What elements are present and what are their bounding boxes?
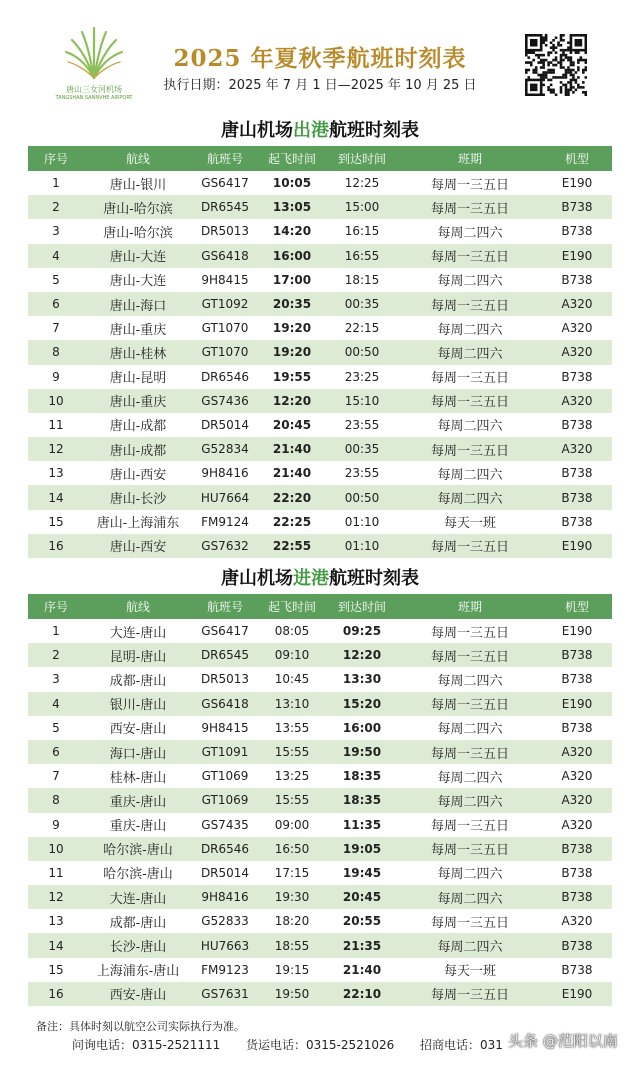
cell-days: 每周一三五日 xyxy=(398,195,542,219)
cell-arr: 18:35 xyxy=(326,764,398,788)
cell-flight: GS7631 xyxy=(192,982,258,1006)
cell-days: 每周一三五日 xyxy=(398,813,542,837)
business-phone: 招商电话：031 xyxy=(420,1038,503,1052)
cell-dep: 22:20 xyxy=(258,485,326,509)
arrivals-table xyxy=(28,594,612,1006)
cell-dep: 10:05 xyxy=(258,171,326,195)
table-row xyxy=(28,268,612,292)
table-row xyxy=(28,885,612,909)
table-row xyxy=(28,716,612,740)
cell-dep: 17:00 xyxy=(258,268,326,292)
cell-flight: DR6545 xyxy=(192,195,258,219)
cell-flight: GS7632 xyxy=(192,534,258,558)
table-row xyxy=(28,619,612,643)
cell-dep: 16:50 xyxy=(258,837,326,861)
cell-dep: 19:20 xyxy=(258,340,326,364)
cell-aircraft: A320 xyxy=(542,788,612,812)
cell-aircraft: B738 xyxy=(542,643,612,667)
cell-route: 唐山-海口 xyxy=(84,292,192,316)
cell-flight: GS7436 xyxy=(192,389,258,413)
arrivals-title: 唐山机场进港航班时刻表 xyxy=(221,568,419,589)
cell-no: 5 xyxy=(28,716,84,740)
cell-days: 每周二四六 xyxy=(398,340,542,364)
cell-route: 唐山-桂林 xyxy=(84,340,192,364)
footer-note: 备注：具体时刻以航空公司实际执行为准。 xyxy=(36,1020,245,1033)
cell-dep: 08:05 xyxy=(258,619,326,643)
cell-aircraft: B738 xyxy=(542,933,612,957)
cell-arr: 13:30 xyxy=(326,667,398,691)
cell-flight: DR6546 xyxy=(192,365,258,389)
cell-aircraft: B738 xyxy=(542,268,612,292)
cell-route: 银川-唐山 xyxy=(84,692,192,716)
table-row xyxy=(28,437,612,461)
cell-no: 8 xyxy=(28,788,84,812)
table-row xyxy=(28,861,612,885)
table-row xyxy=(28,171,612,195)
cell-aircraft: B738 xyxy=(542,716,612,740)
cell-dep: 19:20 xyxy=(258,316,326,340)
table-row xyxy=(28,365,612,389)
cell-route: 大连-唐山 xyxy=(84,885,192,909)
logo-english-name: TANGSHAN SANNVHE AIRPORT xyxy=(55,95,133,101)
cell-route: 成都-唐山 xyxy=(84,909,192,933)
cell-days: 每周二四六 xyxy=(398,461,542,485)
cell-days: 每周一三五日 xyxy=(398,982,542,1006)
cell-arr: 20:55 xyxy=(326,909,398,933)
cell-dep: 13:05 xyxy=(258,195,326,219)
table-row xyxy=(28,461,612,485)
cell-days: 每天一班 xyxy=(398,958,542,982)
cell-route: 唐山-哈尔滨 xyxy=(84,195,192,219)
cell-aircraft: A320 xyxy=(542,813,612,837)
cell-dep: 19:30 xyxy=(258,885,326,909)
cargo-phone: 货运电话：0315-2521026 xyxy=(246,1038,395,1052)
cell-route: 大连-唐山 xyxy=(84,619,192,643)
cell-arr: 00:35 xyxy=(326,292,398,316)
departures-header-row xyxy=(28,146,612,171)
table-row xyxy=(28,219,612,243)
cell-days: 每周一三五日 xyxy=(398,740,542,764)
cell-dep: 10:45 xyxy=(258,667,326,691)
arrivals-header-row xyxy=(28,594,612,619)
cell-route: 唐山-哈尔滨 xyxy=(84,219,192,243)
cell-route: 成都-唐山 xyxy=(84,667,192,691)
cell-route: 唐山-西安 xyxy=(84,461,192,485)
cell-route: 唐山-重庆 xyxy=(84,316,192,340)
cell-arr: 19:05 xyxy=(326,837,398,861)
cell-route: 唐山-大连 xyxy=(84,268,192,292)
departures-accent: 出港 xyxy=(293,120,329,141)
cell-flight: G52834 xyxy=(192,437,258,461)
cell-days: 每周二四六 xyxy=(398,861,542,885)
table-row xyxy=(28,643,612,667)
table-row xyxy=(28,958,612,982)
column-header-route: 航线 xyxy=(84,146,192,171)
cell-no: 12 xyxy=(28,885,84,909)
cell-dep: 22:25 xyxy=(258,510,326,534)
cell-route: 西安-唐山 xyxy=(84,982,192,1006)
table-row xyxy=(28,667,612,691)
cell-no: 3 xyxy=(28,219,84,243)
table-row xyxy=(28,933,612,957)
cell-flight: GT1091 xyxy=(192,740,258,764)
cell-no: 6 xyxy=(28,292,84,316)
cell-aircraft: B738 xyxy=(542,485,612,509)
departures-table xyxy=(28,146,612,558)
cell-aircraft: B738 xyxy=(542,365,612,389)
cell-no: 12 xyxy=(28,437,84,461)
cell-dep: 13:10 xyxy=(258,692,326,716)
cell-days: 每周二四六 xyxy=(398,485,542,509)
cell-aircraft: A320 xyxy=(542,389,612,413)
effective-dates: 执行日期：2025 年 7 月 1 日—2025 年 10 月 25 日 xyxy=(163,78,477,93)
cell-aircraft: B738 xyxy=(542,837,612,861)
cell-arr: 21:40 xyxy=(326,958,398,982)
cell-days: 每周二四六 xyxy=(398,667,542,691)
cell-aircraft: A320 xyxy=(542,909,612,933)
airport-logo xyxy=(44,26,144,104)
cell-arr: 18:35 xyxy=(326,788,398,812)
cell-aircraft: A320 xyxy=(542,340,612,364)
cell-dep: 09:10 xyxy=(258,643,326,667)
cell-flight: HU7663 xyxy=(192,933,258,957)
cell-aircraft: B738 xyxy=(542,461,612,485)
cell-dep: 22:55 xyxy=(258,534,326,558)
cell-days: 每周二四六 xyxy=(398,788,542,812)
cell-route: 哈尔滨-唐山 xyxy=(84,861,192,885)
cell-no: 1 xyxy=(28,171,84,195)
cell-route: 昆明-唐山 xyxy=(84,643,192,667)
cell-route: 桂林-唐山 xyxy=(84,764,192,788)
cell-arr: 09:25 xyxy=(326,619,398,643)
cell-no: 9 xyxy=(28,813,84,837)
cell-aircraft: B738 xyxy=(542,667,612,691)
cell-aircraft: E190 xyxy=(542,171,612,195)
cell-route: 上海浦东-唐山 xyxy=(84,958,192,982)
arrivals-rows xyxy=(28,619,612,1006)
cell-days: 每周一三五日 xyxy=(398,909,542,933)
logo-name: 唐山三女河机场 xyxy=(66,85,122,94)
cell-dep: 16:00 xyxy=(258,244,326,268)
page-header xyxy=(0,0,640,112)
cell-no: 2 xyxy=(28,195,84,219)
cell-arr: 20:45 xyxy=(326,885,398,909)
cell-dep: 21:40 xyxy=(258,461,326,485)
cell-days: 每周二四六 xyxy=(398,933,542,957)
cell-aircraft: B738 xyxy=(542,885,612,909)
cell-route: 唐山-成都 xyxy=(84,413,192,437)
cell-dep: 15:55 xyxy=(258,740,326,764)
cell-no: 1 xyxy=(28,619,84,643)
cell-route: 唐山-西安 xyxy=(84,534,192,558)
cell-no: 16 xyxy=(28,982,84,1006)
wings-logo-icon xyxy=(62,26,126,82)
cell-flight: 9H8415 xyxy=(192,716,258,740)
cell-flight: DR5013 xyxy=(192,667,258,691)
cell-arr: 01:10 xyxy=(326,510,398,534)
cell-arr: 19:45 xyxy=(326,861,398,885)
cell-arr: 15:10 xyxy=(326,389,398,413)
cell-dep: 12:20 xyxy=(258,389,326,413)
table-row xyxy=(28,195,612,219)
cell-days: 每周二四六 xyxy=(398,885,542,909)
table-row xyxy=(28,692,612,716)
cell-aircraft: B738 xyxy=(542,413,612,437)
cell-days: 每周一三五日 xyxy=(398,365,542,389)
cell-arr: 16:00 xyxy=(326,716,398,740)
cell-dep: 19:55 xyxy=(258,365,326,389)
cell-no: 3 xyxy=(28,667,84,691)
cell-flight: GT1069 xyxy=(192,764,258,788)
cell-route: 重庆-唐山 xyxy=(84,813,192,837)
cell-arr: 21:35 xyxy=(326,933,398,957)
cell-no: 10 xyxy=(28,837,84,861)
cell-flight: HU7664 xyxy=(192,485,258,509)
cell-no: 15 xyxy=(28,510,84,534)
cell-days: 每周一三五日 xyxy=(398,389,542,413)
inquiry-phone: 问询电话：0315-2521111 xyxy=(72,1038,221,1052)
cell-route: 唐山-上海浦东 xyxy=(84,510,192,534)
table-row xyxy=(28,909,612,933)
cell-arr: 23:55 xyxy=(326,413,398,437)
cell-route: 唐山-昆明 xyxy=(84,365,192,389)
cell-aircraft: E190 xyxy=(542,619,612,643)
column-header-no: 序号 xyxy=(28,594,84,619)
cell-no: 10 xyxy=(28,389,84,413)
column-header-no: 序号 xyxy=(28,146,84,171)
cell-flight: DR5014 xyxy=(192,413,258,437)
cell-flight: DR5013 xyxy=(192,219,258,243)
table-row xyxy=(28,389,612,413)
cell-days: 每周一三五日 xyxy=(398,692,542,716)
cell-dep: 20:45 xyxy=(258,413,326,437)
cell-dep: 18:20 xyxy=(258,909,326,933)
column-header-dep: 起飞时间 xyxy=(258,146,326,171)
column-header-days: 班期 xyxy=(398,594,542,619)
cell-arr: 00:35 xyxy=(326,437,398,461)
cell-flight: GS7435 xyxy=(192,813,258,837)
table-row xyxy=(28,788,612,812)
cell-days: 每周二四六 xyxy=(398,316,542,340)
column-header-days: 班期 xyxy=(398,146,542,171)
cell-aircraft: B738 xyxy=(542,958,612,982)
cell-aircraft: A320 xyxy=(542,764,612,788)
cell-no: 2 xyxy=(28,643,84,667)
cell-flight: FM9124 xyxy=(192,510,258,534)
cell-days: 每周二四六 xyxy=(398,268,542,292)
cell-aircraft: B738 xyxy=(542,219,612,243)
cell-flight: 9H8416 xyxy=(192,885,258,909)
table-row xyxy=(28,740,612,764)
table-row xyxy=(28,534,612,558)
cell-aircraft: E190 xyxy=(542,244,612,268)
cell-route: 唐山-大连 xyxy=(84,244,192,268)
cell-arr: 00:50 xyxy=(326,485,398,509)
cell-route: 海口-唐山 xyxy=(84,740,192,764)
cell-flight: 9H8416 xyxy=(192,461,258,485)
cell-dep: 17:15 xyxy=(258,861,326,885)
cell-days: 每周二四六 xyxy=(398,716,542,740)
column-header-aircraft: 机型 xyxy=(542,146,612,171)
cell-no: 5 xyxy=(28,268,84,292)
cell-dep: 19:15 xyxy=(258,958,326,982)
cell-flight: G52833 xyxy=(192,909,258,933)
cell-no: 4 xyxy=(28,244,84,268)
cell-arr: 16:55 xyxy=(326,244,398,268)
cell-aircraft: B738 xyxy=(542,510,612,534)
table-row xyxy=(28,837,612,861)
table-row xyxy=(28,510,612,534)
column-header-flight: 航班号 xyxy=(192,146,258,171)
table-row xyxy=(28,413,612,437)
cell-days: 每周二四六 xyxy=(398,413,542,437)
cell-arr: 15:00 xyxy=(326,195,398,219)
cell-aircraft: B738 xyxy=(542,195,612,219)
cell-aircraft: B738 xyxy=(542,861,612,885)
cell-arr: 16:15 xyxy=(326,219,398,243)
column-header-aircraft: 机型 xyxy=(542,594,612,619)
table-row xyxy=(28,485,612,509)
cell-arr: 12:25 xyxy=(326,171,398,195)
cell-flight: DR6546 xyxy=(192,837,258,861)
cell-flight: GT1069 xyxy=(192,788,258,812)
column-header-dep: 起飞时间 xyxy=(258,594,326,619)
column-header-arr: 到达时间 xyxy=(326,594,398,619)
cell-aircraft: A320 xyxy=(542,292,612,316)
cell-arr: 18:15 xyxy=(326,268,398,292)
cell-dep: 20:35 xyxy=(258,292,326,316)
cell-no: 13 xyxy=(28,461,84,485)
cell-no: 15 xyxy=(28,958,84,982)
departures-title: 唐山机场出港航班时刻表 xyxy=(221,120,419,141)
cell-route: 唐山-成都 xyxy=(84,437,192,461)
cell-dep: 13:25 xyxy=(258,764,326,788)
cell-flight: GT1092 xyxy=(192,292,258,316)
cell-dep: 14:20 xyxy=(258,219,326,243)
cell-days: 每周一三五日 xyxy=(398,171,542,195)
cell-flight: DR5014 xyxy=(192,861,258,885)
cell-aircraft: A320 xyxy=(542,740,612,764)
cell-dep: 15:55 xyxy=(258,788,326,812)
cell-dep: 09:00 xyxy=(258,813,326,837)
cell-flight: GS6418 xyxy=(192,692,258,716)
cell-dep: 19:50 xyxy=(258,982,326,1006)
cell-aircraft: A320 xyxy=(542,316,612,340)
cell-arr: 23:25 xyxy=(326,365,398,389)
cell-days: 每周一三五日 xyxy=(398,534,542,558)
table-row xyxy=(28,982,612,1006)
table-row xyxy=(28,764,612,788)
cell-days: 每周一三五日 xyxy=(398,437,542,461)
cell-no: 11 xyxy=(28,413,84,437)
cell-route: 重庆-唐山 xyxy=(84,788,192,812)
column-header-flight: 航班号 xyxy=(192,594,258,619)
cell-dep: 18:55 xyxy=(258,933,326,957)
cell-no: 7 xyxy=(28,316,84,340)
cell-dep: 13:55 xyxy=(258,716,326,740)
cell-flight: GS6418 xyxy=(192,244,258,268)
cell-days: 每周一三五日 xyxy=(398,837,542,861)
cell-arr: 22:10 xyxy=(326,982,398,1006)
cell-arr: 23:55 xyxy=(326,461,398,485)
cell-arr: 00:50 xyxy=(326,340,398,364)
cell-route: 西安-唐山 xyxy=(84,716,192,740)
cell-route: 哈尔滨-唐山 xyxy=(84,837,192,861)
cell-no: 9 xyxy=(28,365,84,389)
cell-no: 16 xyxy=(28,534,84,558)
cell-route: 唐山-重庆 xyxy=(84,389,192,413)
departures-rows xyxy=(28,171,612,558)
table-row xyxy=(28,340,612,364)
qr-code-icon xyxy=(525,34,587,96)
cell-arr: 11:35 xyxy=(326,813,398,837)
cell-arr: 01:10 xyxy=(326,534,398,558)
table-row xyxy=(28,292,612,316)
cell-arr: 12:20 xyxy=(326,643,398,667)
cell-route: 唐山-银川 xyxy=(84,171,192,195)
table-row xyxy=(28,813,612,837)
cell-no: 4 xyxy=(28,692,84,716)
cell-no: 13 xyxy=(28,909,84,933)
table-row xyxy=(28,244,612,268)
cell-arr: 19:50 xyxy=(326,740,398,764)
cell-aircraft: E190 xyxy=(542,982,612,1006)
cell-no: 14 xyxy=(28,485,84,509)
cell-no: 6 xyxy=(28,740,84,764)
cell-flight: GT1070 xyxy=(192,340,258,364)
cell-arr: 15:20 xyxy=(326,692,398,716)
cell-route: 长沙-唐山 xyxy=(84,933,192,957)
cell-no: 8 xyxy=(28,340,84,364)
cell-aircraft: E190 xyxy=(542,534,612,558)
table-row xyxy=(28,316,612,340)
cell-days: 每周一三五日 xyxy=(398,643,542,667)
cell-no: 11 xyxy=(28,861,84,885)
cell-no: 14 xyxy=(28,933,84,957)
cell-flight: FM9123 xyxy=(192,958,258,982)
arrivals-accent: 进港 xyxy=(293,568,329,589)
cell-no: 7 xyxy=(28,764,84,788)
cell-flight: 9H8415 xyxy=(192,268,258,292)
cell-days: 每周一三五日 xyxy=(398,619,542,643)
cell-aircraft: A320 xyxy=(542,437,612,461)
cell-arr: 22:15 xyxy=(326,316,398,340)
cell-aircraft: E190 xyxy=(542,692,612,716)
page-title: 2025 年夏秋季航班时刻表 xyxy=(173,45,467,72)
cell-flight: GS6417 xyxy=(192,171,258,195)
column-header-route: 航线 xyxy=(84,594,192,619)
column-header-arr: 到达时间 xyxy=(326,146,398,171)
cell-route: 唐山-长沙 xyxy=(84,485,192,509)
cell-days: 每周一三五日 xyxy=(398,244,542,268)
cell-dep: 21:40 xyxy=(258,437,326,461)
cell-flight: GT1070 xyxy=(192,316,258,340)
cell-flight: DR6545 xyxy=(192,643,258,667)
cell-days: 每周一三五日 xyxy=(398,292,542,316)
cell-days: 每周二四六 xyxy=(398,219,542,243)
cell-days: 每周二四六 xyxy=(398,764,542,788)
watermark: 头条 @范阳以南 xyxy=(508,1032,618,1050)
cell-flight: GS6417 xyxy=(192,619,258,643)
cell-days: 每天一班 xyxy=(398,510,542,534)
